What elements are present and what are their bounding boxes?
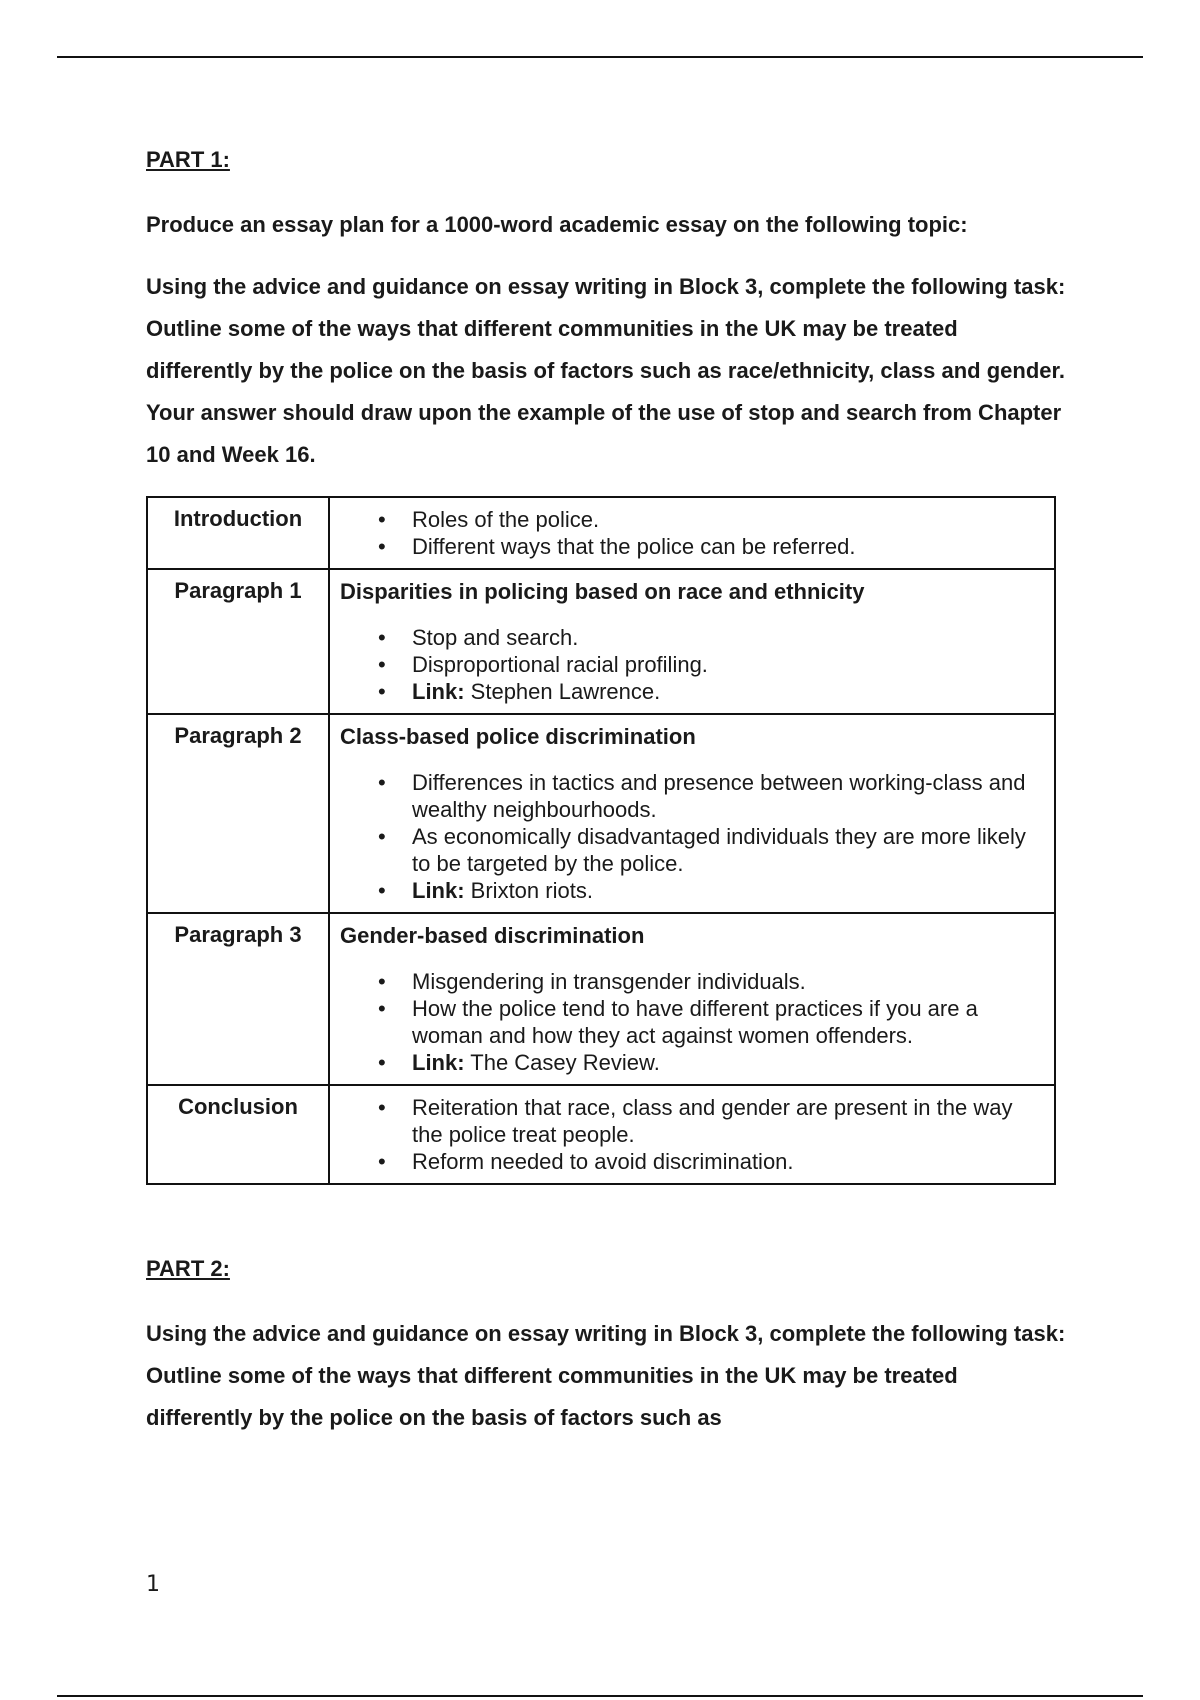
part2-heading: PART 2: — [146, 1256, 230, 1281]
bullet-text: Differences in tactics and presence between working-class and wealthy neighbourhoods. — [412, 770, 1026, 822]
plan-bullet-item — [412, 1148, 1044, 1175]
link-label: Link: — [412, 878, 465, 903]
plan-row-content — [329, 497, 1055, 569]
plan-row-title: Class-based police discrimination — [340, 724, 696, 749]
plan-bullet-list — [340, 1094, 1044, 1175]
bullet-text: How the police tend to have different practices if you are a woman and how they act against women offenders. — [412, 996, 978, 1048]
plan-bullet-item — [412, 533, 1044, 560]
essay-plan-table — [146, 496, 1056, 1185]
plan-bullet-list — [340, 624, 1044, 705]
plan-row-label: Paragraph 3 — [147, 913, 329, 1085]
bullet-text: Different ways that the police can be referred. — [412, 534, 856, 559]
plan-row-content — [329, 1085, 1055, 1184]
plan-row — [147, 913, 1055, 1085]
plan-row-content — [329, 913, 1055, 1085]
plan-bullet-item — [412, 968, 1044, 995]
plan-bullet-item — [412, 624, 1044, 651]
plan-bullet-list — [340, 968, 1044, 1076]
bullet-text: Reform needed to avoid discrimination. — [412, 1149, 794, 1174]
part2-section — [146, 1249, 1066, 1439]
plan-row — [147, 497, 1055, 569]
plan-row-content — [329, 714, 1055, 913]
bullet-text: The Casey Review. — [464, 1050, 660, 1075]
plan-bullet-item — [412, 1094, 1044, 1148]
plan-bullet-item — [412, 877, 1044, 904]
plan-bullet-item — [412, 651, 1044, 678]
document-body — [146, 140, 1066, 1459]
bullet-text: Stephen Lawrence. — [464, 679, 661, 704]
footer-rule — [57, 1695, 1143, 1697]
link-label: Link: — [412, 679, 465, 704]
plan-bullet-list — [340, 769, 1044, 904]
bullet-text: Stop and search. — [412, 625, 579, 650]
plan-row — [147, 569, 1055, 714]
plan-row-title: Gender-based discrimination — [340, 923, 645, 948]
plan-bullet-item — [412, 1049, 1044, 1076]
bullet-text: Disproportional racial profiling. — [412, 652, 708, 677]
plan-bullet-item — [412, 769, 1044, 823]
plan-row-label: Paragraph 1 — [147, 569, 329, 714]
part1-heading: PART 1: — [146, 147, 230, 172]
part1-instruction: Produce an essay plan for a 1000-word academic essay on the following topic: — [146, 212, 968, 237]
plan-bullet-list — [340, 506, 1044, 560]
plan-row-content — [329, 569, 1055, 714]
bullet-text: Reiteration that race, class and gender are present in the way the police treat people. — [412, 1095, 1013, 1147]
plan-row — [147, 714, 1055, 913]
bullet-text: Misgendering in transgender individuals. — [412, 969, 806, 994]
plan-row — [147, 1085, 1055, 1184]
plan-bullet-item — [412, 995, 1044, 1049]
plan-row-label: Conclusion — [147, 1085, 329, 1184]
plan-row-title: Disparities in policing based on race and ethnicity — [340, 579, 865, 604]
page-number: 1 — [146, 1572, 160, 1597]
header-rule — [57, 56, 1143, 58]
plan-bullet-item — [412, 823, 1044, 877]
plan-row-label: Introduction — [147, 497, 329, 569]
bullet-text: As economically disadvantaged individuals they are more likely to be targeted by the police. — [412, 824, 1026, 876]
part2-task: Using the advice and guidance on essay writing in Block 3, complete the following task: Outline some of the ways that different communities in the UK may be treated differently by the police on the basis of factors such as — [146, 1321, 1066, 1430]
part1-task: Using the advice and guidance on essay writing in Block 3, complete the following task: Outline some of the ways that different communities in the UK may be treated differently by the police on the basis of factors such as race/ethnicity, class and gender. Your answer should draw upon the example of the use of stop and search from Chapter 10 and Week 16. — [146, 274, 1066, 467]
link-label: Link: — [412, 1050, 465, 1075]
plan-row-label: Paragraph 2 — [147, 714, 329, 913]
bullet-text: Brixton riots. — [464, 878, 593, 903]
plan-bullet-item — [412, 506, 1044, 533]
bullet-text: Roles of the police. — [412, 507, 600, 532]
plan-bullet-item — [412, 678, 1044, 705]
